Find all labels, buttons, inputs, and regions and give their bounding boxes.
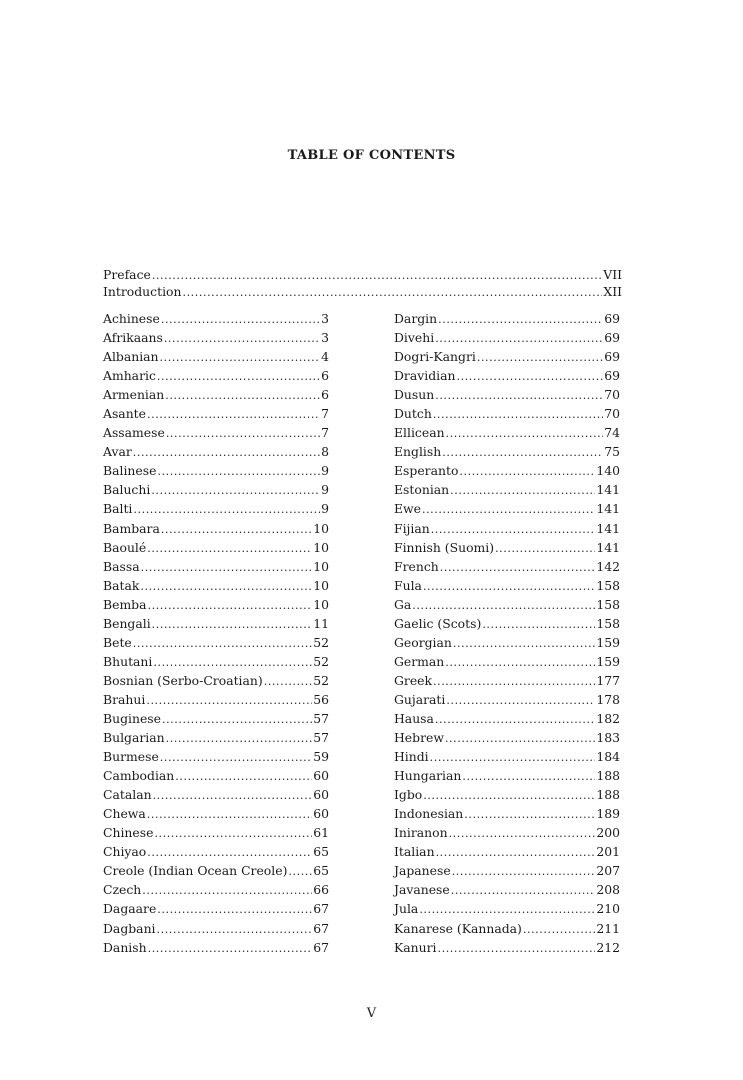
dot-leader [165,385,320,405]
dot-leader [451,880,596,900]
dot-leader [161,519,312,539]
toc-entry-page: 182 [596,710,620,726]
toc-entry-page: 211 [596,920,620,936]
toc-entry-title: Albanian [103,349,159,365]
toc-entry-title: Ewe [394,501,421,517]
toc-entry [394,366,620,385]
toc-entry-title: Bulgarian [103,730,165,746]
toc-entry [394,557,620,576]
toc-entry [103,480,329,499]
toc-entry-title: Finnish (Suomi) [394,539,495,555]
dot-leader [147,538,312,558]
dot-leader [152,266,602,284]
toc-entry [103,499,329,518]
toc-entry-page: 159 [596,653,620,669]
toc-entry [394,404,620,423]
dot-leader [166,423,320,443]
toc-entry [103,538,329,557]
toc-entry-title: Baoulé [103,539,147,555]
dot-leader [423,576,595,596]
dot-leader [449,823,596,843]
toc-entry-title: Afrikaans [103,330,163,346]
toc-entry [394,785,620,804]
toc-entry [394,938,620,957]
toc-entry-title: Fula [394,577,422,593]
dot-leader [157,899,312,919]
toc-entry-title: Balti [103,501,133,517]
dot-leader [164,328,320,348]
toc-entry-title: Dogri-Kangri [394,349,476,365]
toc-entry-page: 188 [596,787,620,803]
toc-entry-page: 140 [596,463,620,479]
dot-leader [438,309,603,329]
toc-entry-page: 141 [596,520,620,536]
toc-entry [394,519,620,538]
toc-entry [103,576,329,595]
toc-entry-page: 141 [596,501,620,517]
dot-leader [153,785,313,805]
toc-entry-title: Dargin [394,311,438,326]
dot-leader [412,595,595,615]
toc-entry-page: 69 [604,349,620,365]
toc-entry-page: 67 [313,901,329,917]
toc-entry-page: 67 [313,920,329,936]
toc-entry-title: Kanarese (Kannada) [394,920,522,936]
toc-entry-page: 188 [596,768,620,784]
toc-entry [394,576,620,595]
toc-entry-page: 3 [321,311,329,326]
toc-entry [103,423,329,442]
toc-entry-page: 74 [604,425,620,441]
toc-entry-page: 207 [596,863,620,879]
toc-entry-page: 11 [313,615,329,631]
dot-leader [161,309,320,329]
toc-entry-title: Divehi [394,330,435,346]
toc-entry [394,690,620,709]
toc-entry-title: Javanese [394,882,450,898]
dot-leader [450,480,595,500]
toc-entry-page: 208 [596,882,620,898]
toc-entry [394,766,620,785]
toc-entry [103,938,329,957]
toc-entry-page: 69 [604,311,620,326]
toc-entry-title: Indonesian [394,806,464,822]
dot-leader [148,938,313,958]
toc-entry-page: 61 [313,825,329,841]
toc-entry [394,442,620,461]
toc-entry [394,633,620,652]
toc-entry-page: 59 [313,749,329,765]
toc-entry-page: 57 [313,710,329,726]
toc-entry [103,309,329,328]
toc-entry-page: 184 [596,749,620,765]
dot-leader [459,461,595,481]
toc-entry [394,347,620,366]
dot-leader [147,404,320,424]
toc-entry [394,652,620,671]
dot-leader [182,283,602,301]
dot-leader [140,576,312,596]
toc-entry [394,538,620,557]
toc-entry [394,728,620,747]
toc-entry-title: Bengali [103,615,151,631]
toc-entry [103,919,329,938]
dot-leader [133,499,320,519]
toc-entry [394,709,620,728]
toc-entry-title: Bassa [103,558,140,574]
toc-entry-title: Hausa [394,710,434,726]
dot-leader [160,747,312,767]
toc-entry-title: Jula [394,901,419,917]
dot-leader [446,690,595,710]
toc-entry-title: Achinese [103,311,160,326]
toc-entry-title: Hebrew [394,730,444,746]
toc-entry-title: Introduction [103,284,182,299]
toc-entry [103,652,329,671]
dot-leader [436,842,596,862]
toc-entry-page: 60 [313,787,329,803]
dot-leader [452,861,596,881]
toc-entry [394,385,620,404]
toc-entry-title: Catalan [103,787,152,803]
toc-entry-title: English [394,444,442,460]
toc-entry-title: Esperanto [394,463,459,479]
toc-entry-title: Dagbani [103,920,156,936]
toc-entry [394,461,620,480]
toc-entry-page: 158 [596,577,620,593]
toc-entry [103,366,329,385]
toc-entry-page: 66 [313,882,329,898]
toc-entry-page: 183 [596,730,620,746]
dot-leader [157,919,313,939]
toc-entry-page: 178 [596,691,620,707]
toc-entry [394,899,620,918]
toc-entry [103,842,329,861]
dot-leader [147,842,312,862]
toc-entry-title: Preface [103,267,151,282]
toc-entry [394,804,620,823]
toc-entry-title: Amharic [103,368,156,384]
toc-entry-title: Bosnian (Serbo-Croatian) [103,672,263,688]
toc-entry-title: Chinese [103,825,154,841]
toc-entry [394,842,620,861]
toc-entry [103,614,329,633]
dot-leader [133,633,312,653]
page-title: TABLE OF CONTENTS [287,148,456,163]
toc-entry-page: 10 [313,539,329,555]
dot-leader [482,614,595,634]
dot-leader [154,823,312,843]
dot-leader [151,480,320,500]
toc-entry [394,880,620,899]
toc-entry [103,461,329,480]
toc-entry-title: Baluchi [103,482,151,498]
toc-entry [103,283,622,300]
toc-entry-title: Kanuri [394,939,437,955]
toc-entry-title: Estonian [394,482,450,498]
toc-entry [394,861,620,880]
dot-leader [166,728,313,748]
toc-entry [394,480,620,499]
dot-leader [148,595,313,615]
toc-entry-title: Batak [103,577,140,593]
toc-entry [103,747,329,766]
toc-entry-title: Igbo [394,787,423,803]
toc-entry-title: Hungarian [394,768,462,784]
toc-entry [394,328,620,347]
toc-entry-page: 52 [313,634,329,650]
toc-entry [103,671,329,690]
toc-entry [103,595,329,614]
toc-entry-title: Brahui [103,691,146,707]
toc-entry [103,328,329,347]
toc-entry-page: 60 [313,806,329,822]
toc-entry-page: 67 [313,939,329,955]
toc-entry-page: 6 [321,368,329,384]
dot-leader [435,328,603,348]
toc-entry [103,709,329,728]
toc-entry [103,385,329,404]
toc-entry [394,423,620,442]
toc-entry-page: 10 [313,558,329,574]
toc-entry-title: Fijian [394,520,430,536]
toc-entry-page: 177 [596,672,620,688]
toc-entry-title: Iniranon [394,825,448,841]
toc-entry [103,804,329,823]
toc-entry-page: 9 [321,463,329,479]
toc-entry-page: 56 [313,691,329,707]
toc-entry [103,880,329,899]
dot-leader [464,804,595,824]
toc-entry-title: French [394,558,439,574]
toc-entry-title: Dutch [394,406,432,422]
toc-entry-title: Japanese [394,863,451,879]
toc-entry [394,614,620,633]
dot-leader [523,919,595,939]
dot-leader [438,938,596,958]
toc-entry-page: 10 [313,596,329,612]
dot-leader [433,404,603,424]
toc-entry [103,347,329,366]
toc-entry-page: 75 [604,444,620,460]
toc-entry-title: Creole (Indian Ocean Creole) [103,863,288,879]
dot-leader [431,519,596,539]
toc-entry-page: VII [603,267,622,282]
toc-entry-page: 158 [596,615,620,631]
toc-entry-page: 210 [596,901,620,917]
dot-leader [142,880,312,900]
toc-entry-title: German [394,653,445,669]
dot-leader [456,366,603,386]
toc-entry-page: 189 [596,806,620,822]
toc-entry-title: Greek [394,672,432,688]
toc-entry-title: Italian [394,844,435,860]
toc-entry [103,861,329,880]
toc-entry-title: Dagaare [103,901,157,917]
dot-leader [264,671,312,691]
toc-entry [103,557,329,576]
toc-entry [103,899,329,918]
toc-entry-page: 10 [313,577,329,593]
toc-entry-title: Czech [103,882,142,898]
toc-entry-title: Balinese [103,463,157,479]
toc-entry-title: Asante [103,406,146,422]
toc-entry-title: Armenian [103,387,165,403]
dot-leader [419,899,595,919]
toc-entry-title: Cambodian [103,768,175,784]
page-number: V [366,1006,377,1021]
toc-entry-title: Danish [103,939,147,955]
toc-entry [103,823,329,842]
toc-entry-page: 65 [313,863,329,879]
dot-leader [430,747,596,767]
toc-entry-title: Gujarati [394,691,446,707]
dot-leader [495,538,595,558]
dot-leader [423,785,595,805]
toc-entry [394,919,620,938]
toc-entry-title: Georgian [394,634,452,650]
toc-entry-title: Bambara [103,520,160,536]
toc-entry-page: 57 [313,730,329,746]
toc-entry [394,595,620,614]
toc-entry [103,442,329,461]
toc-entry-title: Bete [103,634,132,650]
toc-entry [394,823,620,842]
toc-entry-page: 70 [604,387,620,403]
toc-entry-title: Bemba [103,596,147,612]
dot-leader [157,366,320,386]
toc-entry-page: 9 [321,482,329,498]
toc-left-column [103,309,329,957]
toc-entry [103,785,329,804]
toc-entry [103,766,329,785]
toc-entry-page: 200 [596,825,620,841]
front-matter-list [103,266,622,300]
toc-entry-page: XII [603,284,622,299]
toc-entry-title: Bhutani [103,653,153,669]
toc-entry-page: 141 [596,539,620,555]
toc-entry-title: Hindi [394,749,429,765]
toc-entry-page: 3 [321,330,329,346]
toc-entry-title: Dravidian [394,368,456,384]
toc-entry-page: 69 [604,330,620,346]
dot-leader [446,423,604,443]
dot-leader [288,861,312,881]
toc-entry-page: 212 [596,939,620,955]
dot-leader [141,557,313,577]
toc-entry [103,690,329,709]
toc-entry-page: 142 [596,558,620,574]
toc-entry-page: 6 [321,387,329,403]
dot-leader [147,804,312,824]
toc-entry-page: 4 [321,349,329,365]
dot-leader [477,347,603,367]
toc-entry-page: 7 [321,425,329,441]
dot-leader [442,442,603,462]
toc-entry [103,266,622,283]
toc-entry [103,728,329,747]
toc-entry-title: Burmese [103,749,159,765]
toc-entry [394,499,620,518]
toc-entry [394,747,620,766]
toc-entry-page: 8 [321,444,329,460]
dot-leader [433,671,595,691]
dot-leader [146,690,312,710]
dot-leader [435,709,595,729]
toc-entry-page: 201 [596,844,620,860]
toc-entry-page: 65 [313,844,329,860]
dot-leader [453,633,595,653]
toc-entry-page: 60 [313,768,329,784]
dot-leader [162,709,312,729]
dot-leader [440,557,596,577]
toc-entry-page: 70 [604,406,620,422]
toc-entry-title: Avar [103,444,132,460]
toc-entry [103,519,329,538]
toc-right-column [394,309,620,957]
dot-leader [445,728,595,748]
dot-leader [157,461,320,481]
dot-leader [462,766,595,786]
toc-entry-page: 7 [321,406,329,422]
toc-entry-title: Dusun [394,387,435,403]
dot-leader [422,499,595,519]
toc-entry-title: Ga [394,596,412,612]
dot-leader [175,766,312,786]
dot-leader [153,652,312,672]
toc-entry-title: Chiyao [103,844,147,860]
toc-entry-page: 69 [604,368,620,384]
toc-entry [394,671,620,690]
toc-entry-title: Ellicean [394,425,445,441]
dot-leader [445,652,595,672]
dot-leader [160,347,321,367]
toc-entry-title: Gaelic (Scots) [394,615,482,631]
toc-entry [394,309,620,328]
toc-entry [103,404,329,423]
toc-entry-page: 52 [313,672,329,688]
toc-entry-page: 9 [321,501,329,517]
toc-entry [103,633,329,652]
toc-entry-page: 158 [596,596,620,612]
toc-entry-title: Assamese [103,425,165,441]
toc-entry-page: 10 [313,520,329,536]
toc-entry-page: 159 [596,634,620,650]
toc-entry-title: Chewa [103,806,146,822]
dot-leader [133,442,320,462]
toc-entry-page: 141 [596,482,620,498]
toc-entry-page: 52 [313,653,329,669]
dot-leader [152,614,313,634]
dot-leader [435,385,603,405]
toc-entry-title: Buginese [103,710,161,726]
